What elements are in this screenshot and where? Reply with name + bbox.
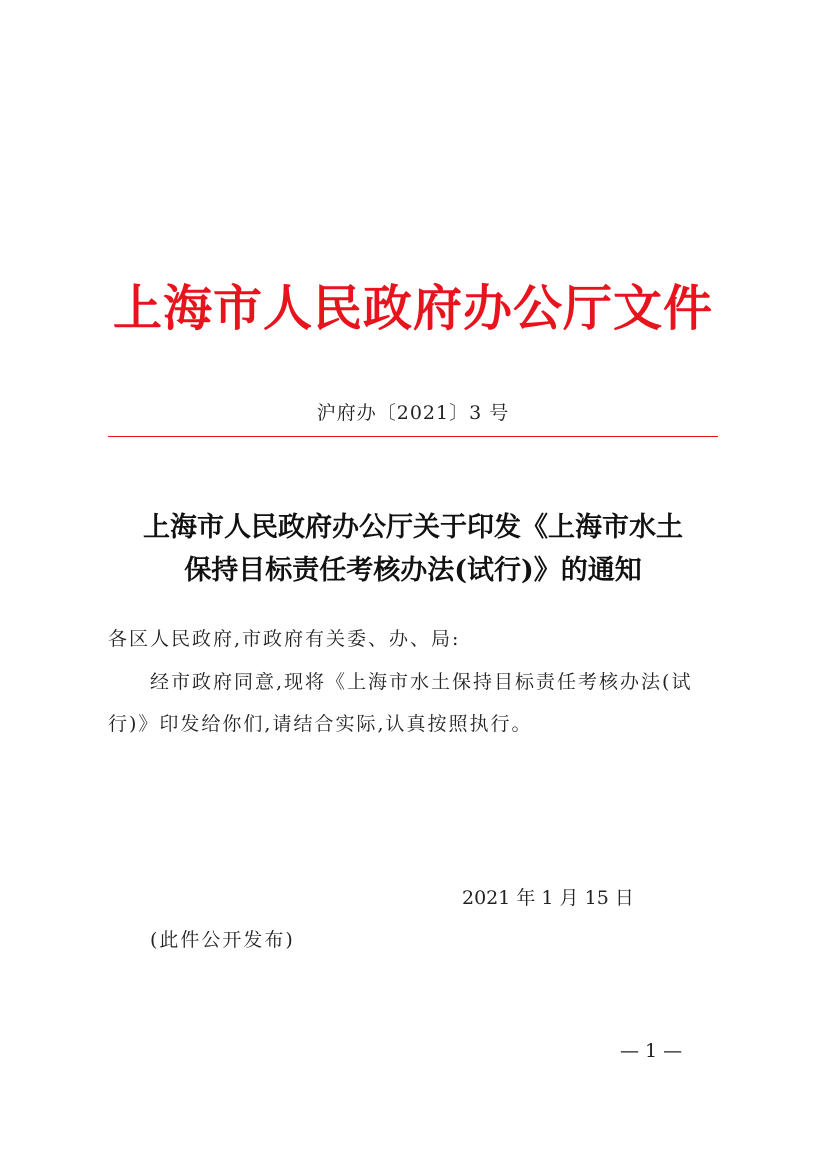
issue-date: 2021 年 1 月 15 日 xyxy=(462,887,634,909)
salutation: 各区人民政府,市政府有关委、办、局: xyxy=(108,628,461,650)
document-number: 沪府办〔2021〕3 号 xyxy=(316,402,510,424)
release-note: (此件公开发布) xyxy=(150,929,295,951)
document-title-line-1: 上海市人民政府办公厅关于印发《上海市水土 xyxy=(143,512,683,543)
red-separator-line xyxy=(108,436,718,437)
body-paragraph-line-1: 经市政府同意,现将《上海市水土保持目标责任考核办法(试 xyxy=(150,671,693,693)
document-title xyxy=(80,506,746,592)
body-paragraph-line-2: 行)》印发给你们,请结合实际,认真按照执行。 xyxy=(108,713,533,735)
page-number: — 1 — xyxy=(620,1040,683,1062)
document-title-line-2: 保持目标责任考核办法(试行)》的通知 xyxy=(184,555,642,586)
document-masthead: 上海市人民政府办公厅文件 xyxy=(112,279,713,337)
